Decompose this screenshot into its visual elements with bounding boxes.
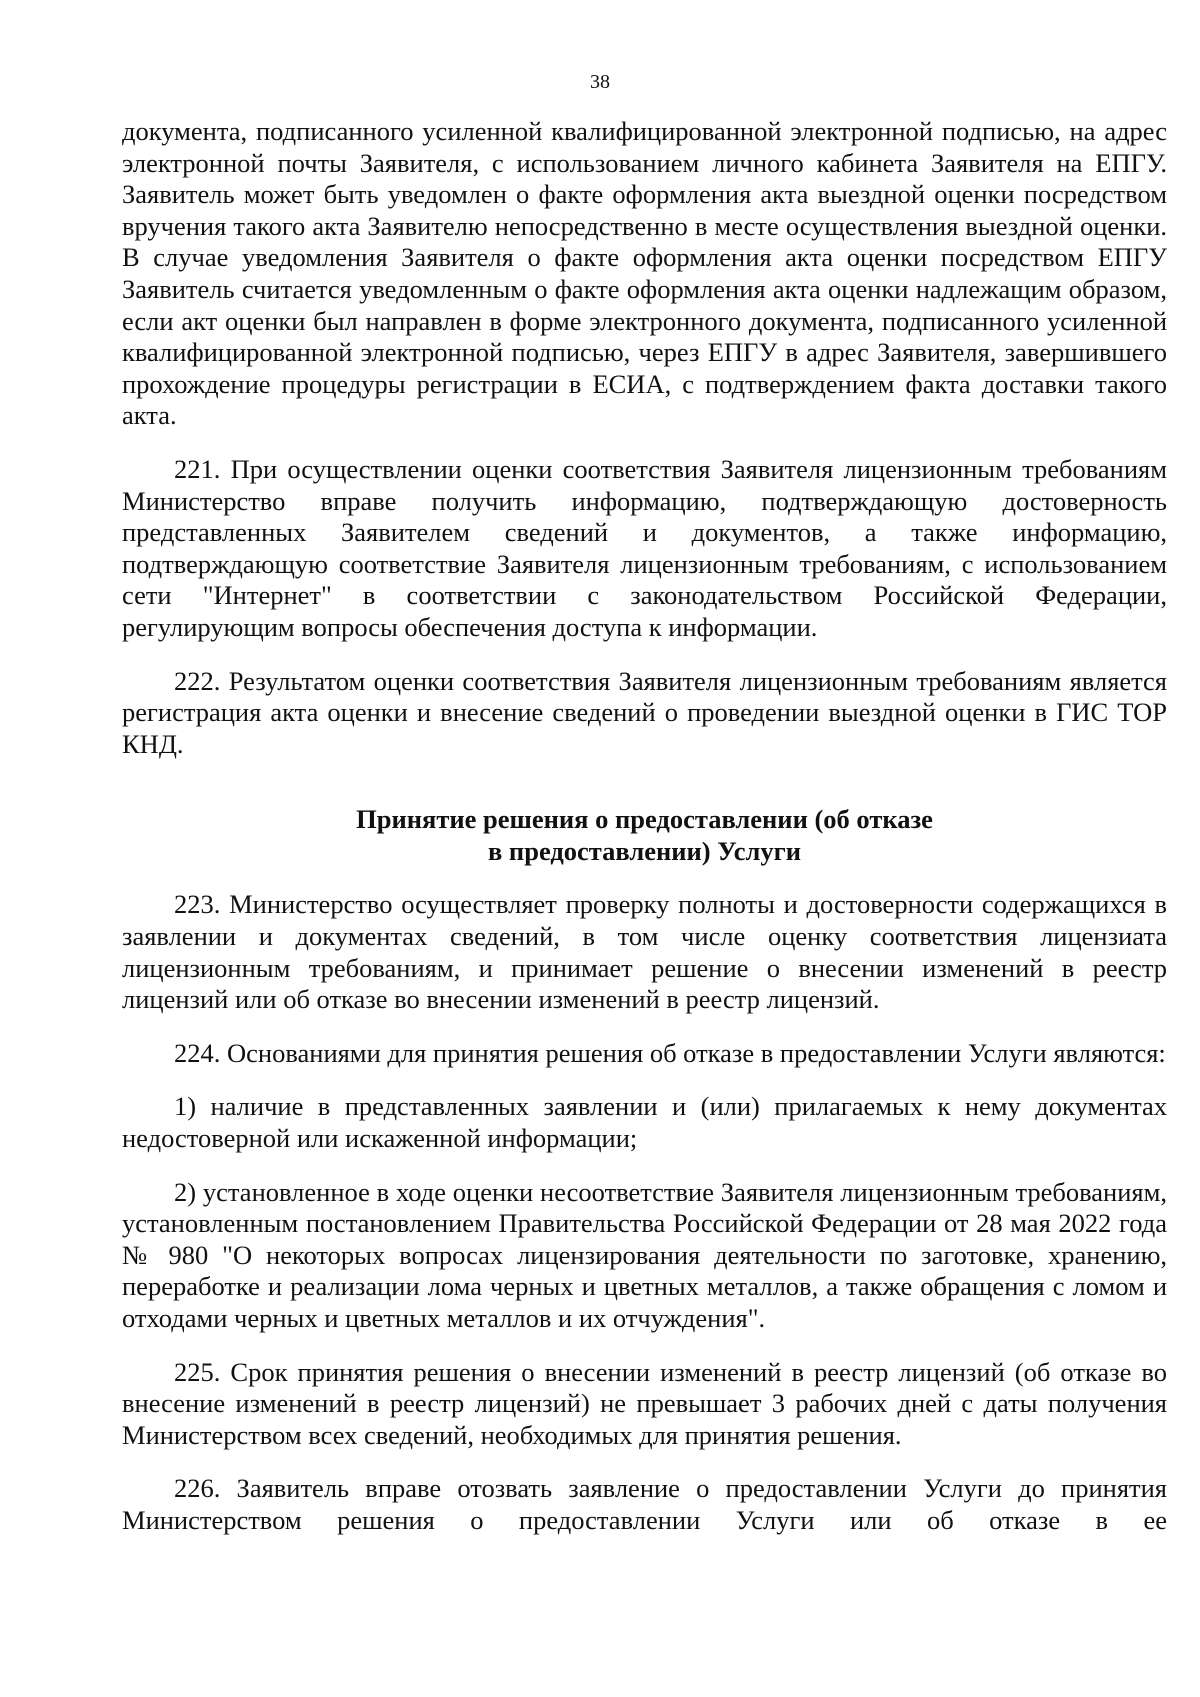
list-item-224-2: 2) установленное в ходе оценки несоответствие Заявителя лицензионным требованиям, установленным постановлением Правительства Российской Федерации от 28 мая 2022 года № 980 "О некоторых вопросах лицензирования деятельности по заготовке, хранению, переработке и реализации лома черных и цветных металлов, а также обращения с ломом и отходами черных и цветных металлов и их отчуждения". [122, 1176, 1167, 1333]
paragraph-225: 225. Срок принятия решения о внесении изменений в реестр лицензий (об отказе во внесение изменений в реестр лицензий) не превышает 3 рабочих дней с даты получения Министерством всех сведений, необходимых для принятия решения. [122, 1356, 1167, 1450]
paragraph-221: 221. При осуществлении оценки соответствия Заявителя лицензионным требованиям Министерство вправе получить информацию, подтверждающую достоверность представленных Заявителем сведений и документов, а также информацию, подтверждающую соответствие Заявителя лицензионным требованиям, с использованием сети "Интернет" в соответствии с законодательством Российской Федерации, регулирующим вопросы обеспечения доступа к информации. [122, 453, 1167, 642]
section-heading [122, 804, 1167, 867]
paragraph-continuation: документа, подписанного усиленной квалифицированной электронной подписью, на адрес электронной почты Заявителя, с использованием личного кабинета Заявителя на ЕПГУ. Заявитель может быть уведомлен о факте оформления акта выездной оценки посредством вручения такого акта Заявителю непосредственно в месте осуществления выездной оценки. В случае уведомления Заявителя о факте оформления акта оценки посредством ЕПГУ Заявитель считается уведомленным о факте оформления акта оценки надлежащим образом, если акт оценки был направлен в форме электронного документа, подписанного усиленной квалифицированной электронной подписью, через ЕПГУ в адрес Заявителя, завершившего прохождение процедуры регистрации в ЕСИА, с подтверждением факта доставки такого акта. [122, 116, 1167, 431]
paragraph-226: 226. Заявитель вправе отозвать заявление о предоставлении Услуги до принятия Министерством решения о предоставлении Услуги или об отказе в ее [122, 1473, 1167, 1535]
paragraph-222: 222. Результатом оценки соответствия Заявителя лицензионным требованиям является регистрация акта оценки и внесение сведений о проведении выездной оценки в ГИС ТОР КНД. [122, 665, 1167, 759]
paragraph-223: 223. Министерство осуществляет проверку полноты и достоверности содержащихся в заявлении и документах сведений, в том числе оценку соответствия лицензиата лицензионным требованиям, и принимает решение о внесении изменений в реестр лицензий или об отказе во внесении изменений в реестр лицензий. [122, 889, 1167, 1015]
section-heading-line-2: в предоставлении) Услуги [488, 835, 801, 866]
paragraph-224: 224. Основаниями для принятия решения об отказе в предоставлении Услуги являются: [174, 1037, 1166, 1068]
page-number: 38 [590, 71, 610, 93]
document-body [122, 116, 1167, 1537]
list-item-224-1: 1) наличие в представленных заявлении и (или) прилагаемых к нему документах недостоверной или искаженной информации; [122, 1091, 1167, 1154]
section-heading-line-1: Принятие решения о предоставлении (об отказе [356, 804, 933, 835]
